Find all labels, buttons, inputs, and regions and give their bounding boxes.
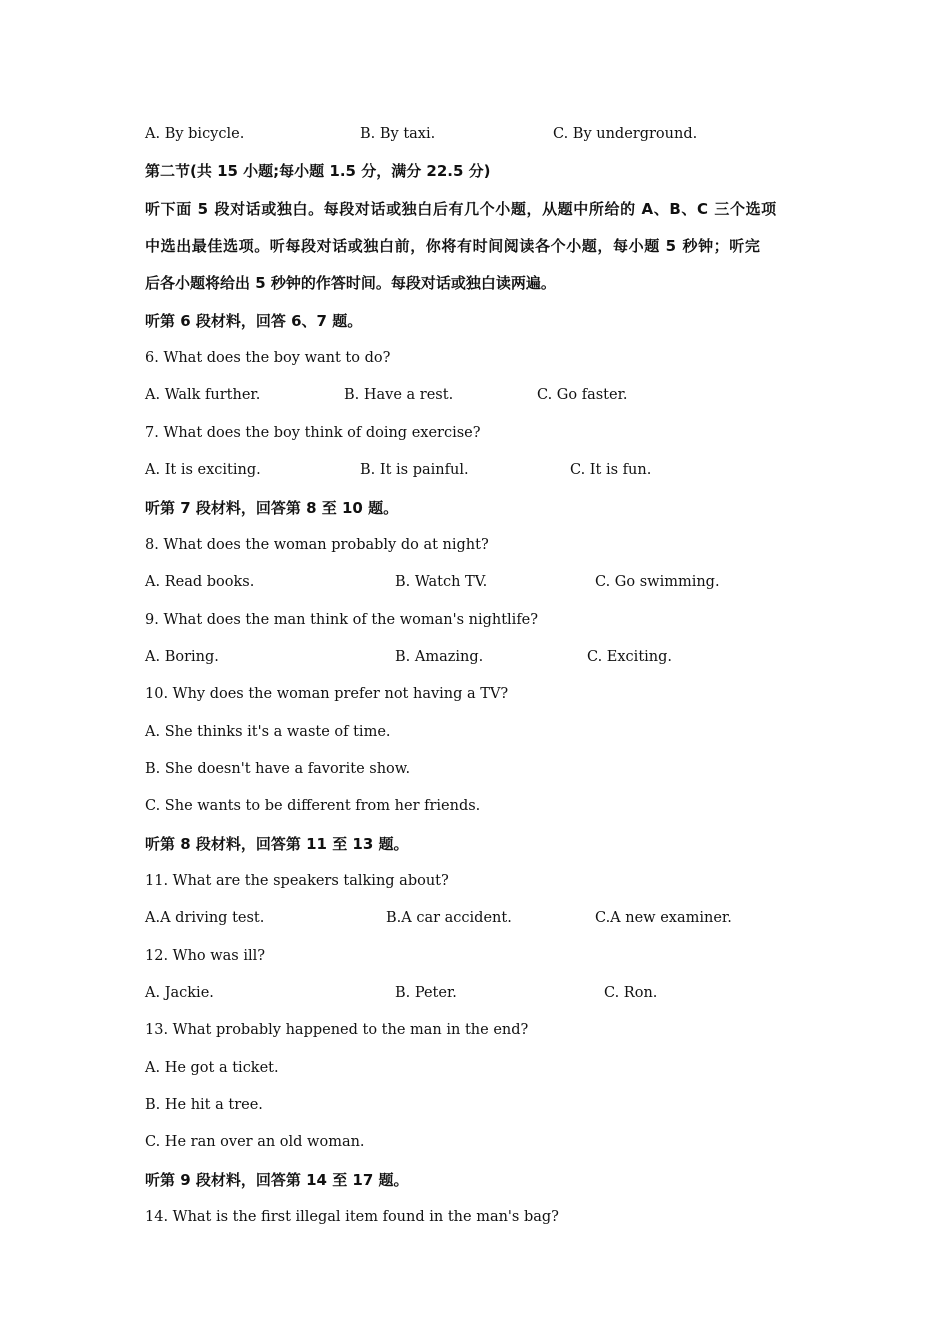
q5-option-a: A. By bicycle. (145, 126, 245, 142)
q10-option-a: A. She thinks it's a waste of time. (145, 724, 391, 740)
q11-option-a: A.A driving test. (145, 910, 265, 926)
question-12: 12. Who was ill? (145, 948, 266, 964)
q13-option-b: B. He hit a tree. (145, 1097, 263, 1113)
question-14: 14. What is the first illegal item found in the man's bag? (145, 1209, 559, 1225)
q7-option-c: C. It is fun. (570, 462, 652, 478)
q11-option-c: C.A new examiner. (595, 910, 732, 926)
question-8: 8. What does the woman probably do at night? (145, 537, 489, 553)
q6-option-b: B. Have a rest. (344, 387, 454, 403)
q8-options-row (145, 569, 720, 595)
question-6: 6. What does the boy want to do? (145, 350, 391, 366)
q10-option-c: C. She wants to be different from her friends. (145, 798, 481, 814)
q5-option-c: C. By underground. (553, 126, 698, 142)
q7-option-a: A. It is exciting. (145, 462, 261, 478)
question-9: 9. What does the man think of the woman's nightlife? (145, 612, 539, 628)
q12-options-row (145, 980, 658, 1006)
question-10: 10. Why does the woman prefer not having a TV? (145, 686, 509, 702)
section2-title: 第二节(共 15 小题;每小题 1.5 分，满分 22.5 分) (145, 162, 491, 180)
question-7: 7. What does the boy think of doing exercise? (145, 425, 481, 441)
q9-options-row (145, 644, 673, 670)
instruction-line-1: 听下面 5 段对话或独白。每段对话或独白后有几个小题，从题中所给的 A、B、C 三个选项 (145, 200, 777, 218)
q9-option-c: C. Exciting. (587, 649, 673, 665)
q12-option-a: A. Jackie. (145, 985, 214, 1001)
question-13: 13. What probably happened to the man in the end? (145, 1022, 529, 1038)
q7-option-b: B. It is painful. (360, 462, 469, 478)
q8-option-c: C. Go swimming. (595, 574, 720, 590)
q8-option-b: B. Watch TV. (395, 574, 488, 590)
instruction-line-2: 中选出最佳选项。听每段对话或独白前，你将有时间阅读各个小题，每小题 5 秒钟；听完 (145, 237, 761, 255)
q5-option-b: B. By taxi. (360, 126, 436, 142)
passage-7-heading: 听第 7 段材料，回答第 8 至 10 题。 (145, 499, 399, 517)
q6-options-row (145, 382, 628, 408)
q13-option-a: A. He got a ticket. (145, 1060, 279, 1076)
q9-option-a: A. Boring. (145, 649, 219, 665)
q13-option-c: C. He ran over an old woman. (145, 1134, 365, 1150)
q8-option-a: A. Read books. (145, 574, 255, 590)
q12-option-b: B. Peter. (395, 985, 457, 1001)
q9-option-b: B. Amazing. (395, 649, 484, 665)
instruction-line-3: 后各小题将给出 5 秒钟的作答时间。每段对话或独白读两遍。 (145, 274, 556, 292)
q11-option-b: B.A car accident. (386, 910, 512, 926)
q11-options-row (145, 905, 732, 931)
passage-8-heading: 听第 8 段材料，回答第 11 至 13 题。 (145, 835, 409, 853)
q6-option-c: C. Go faster. (537, 387, 628, 403)
passage-6-heading: 听第 6 段材料，回答 6、7 题。 (145, 312, 363, 330)
q12-option-c: C. Ron. (604, 985, 658, 1001)
q5-options-row (145, 121, 698, 147)
q6-option-a: A. Walk further. (145, 387, 261, 403)
q10-option-b: B. She doesn't have a favorite show. (145, 761, 411, 777)
q7-options-row (145, 457, 652, 483)
passage-9-heading: 听第 9 段材料，回答第 14 至 17 题。 (145, 1171, 409, 1189)
question-11: 11. What are the speakers talking about? (145, 873, 449, 889)
